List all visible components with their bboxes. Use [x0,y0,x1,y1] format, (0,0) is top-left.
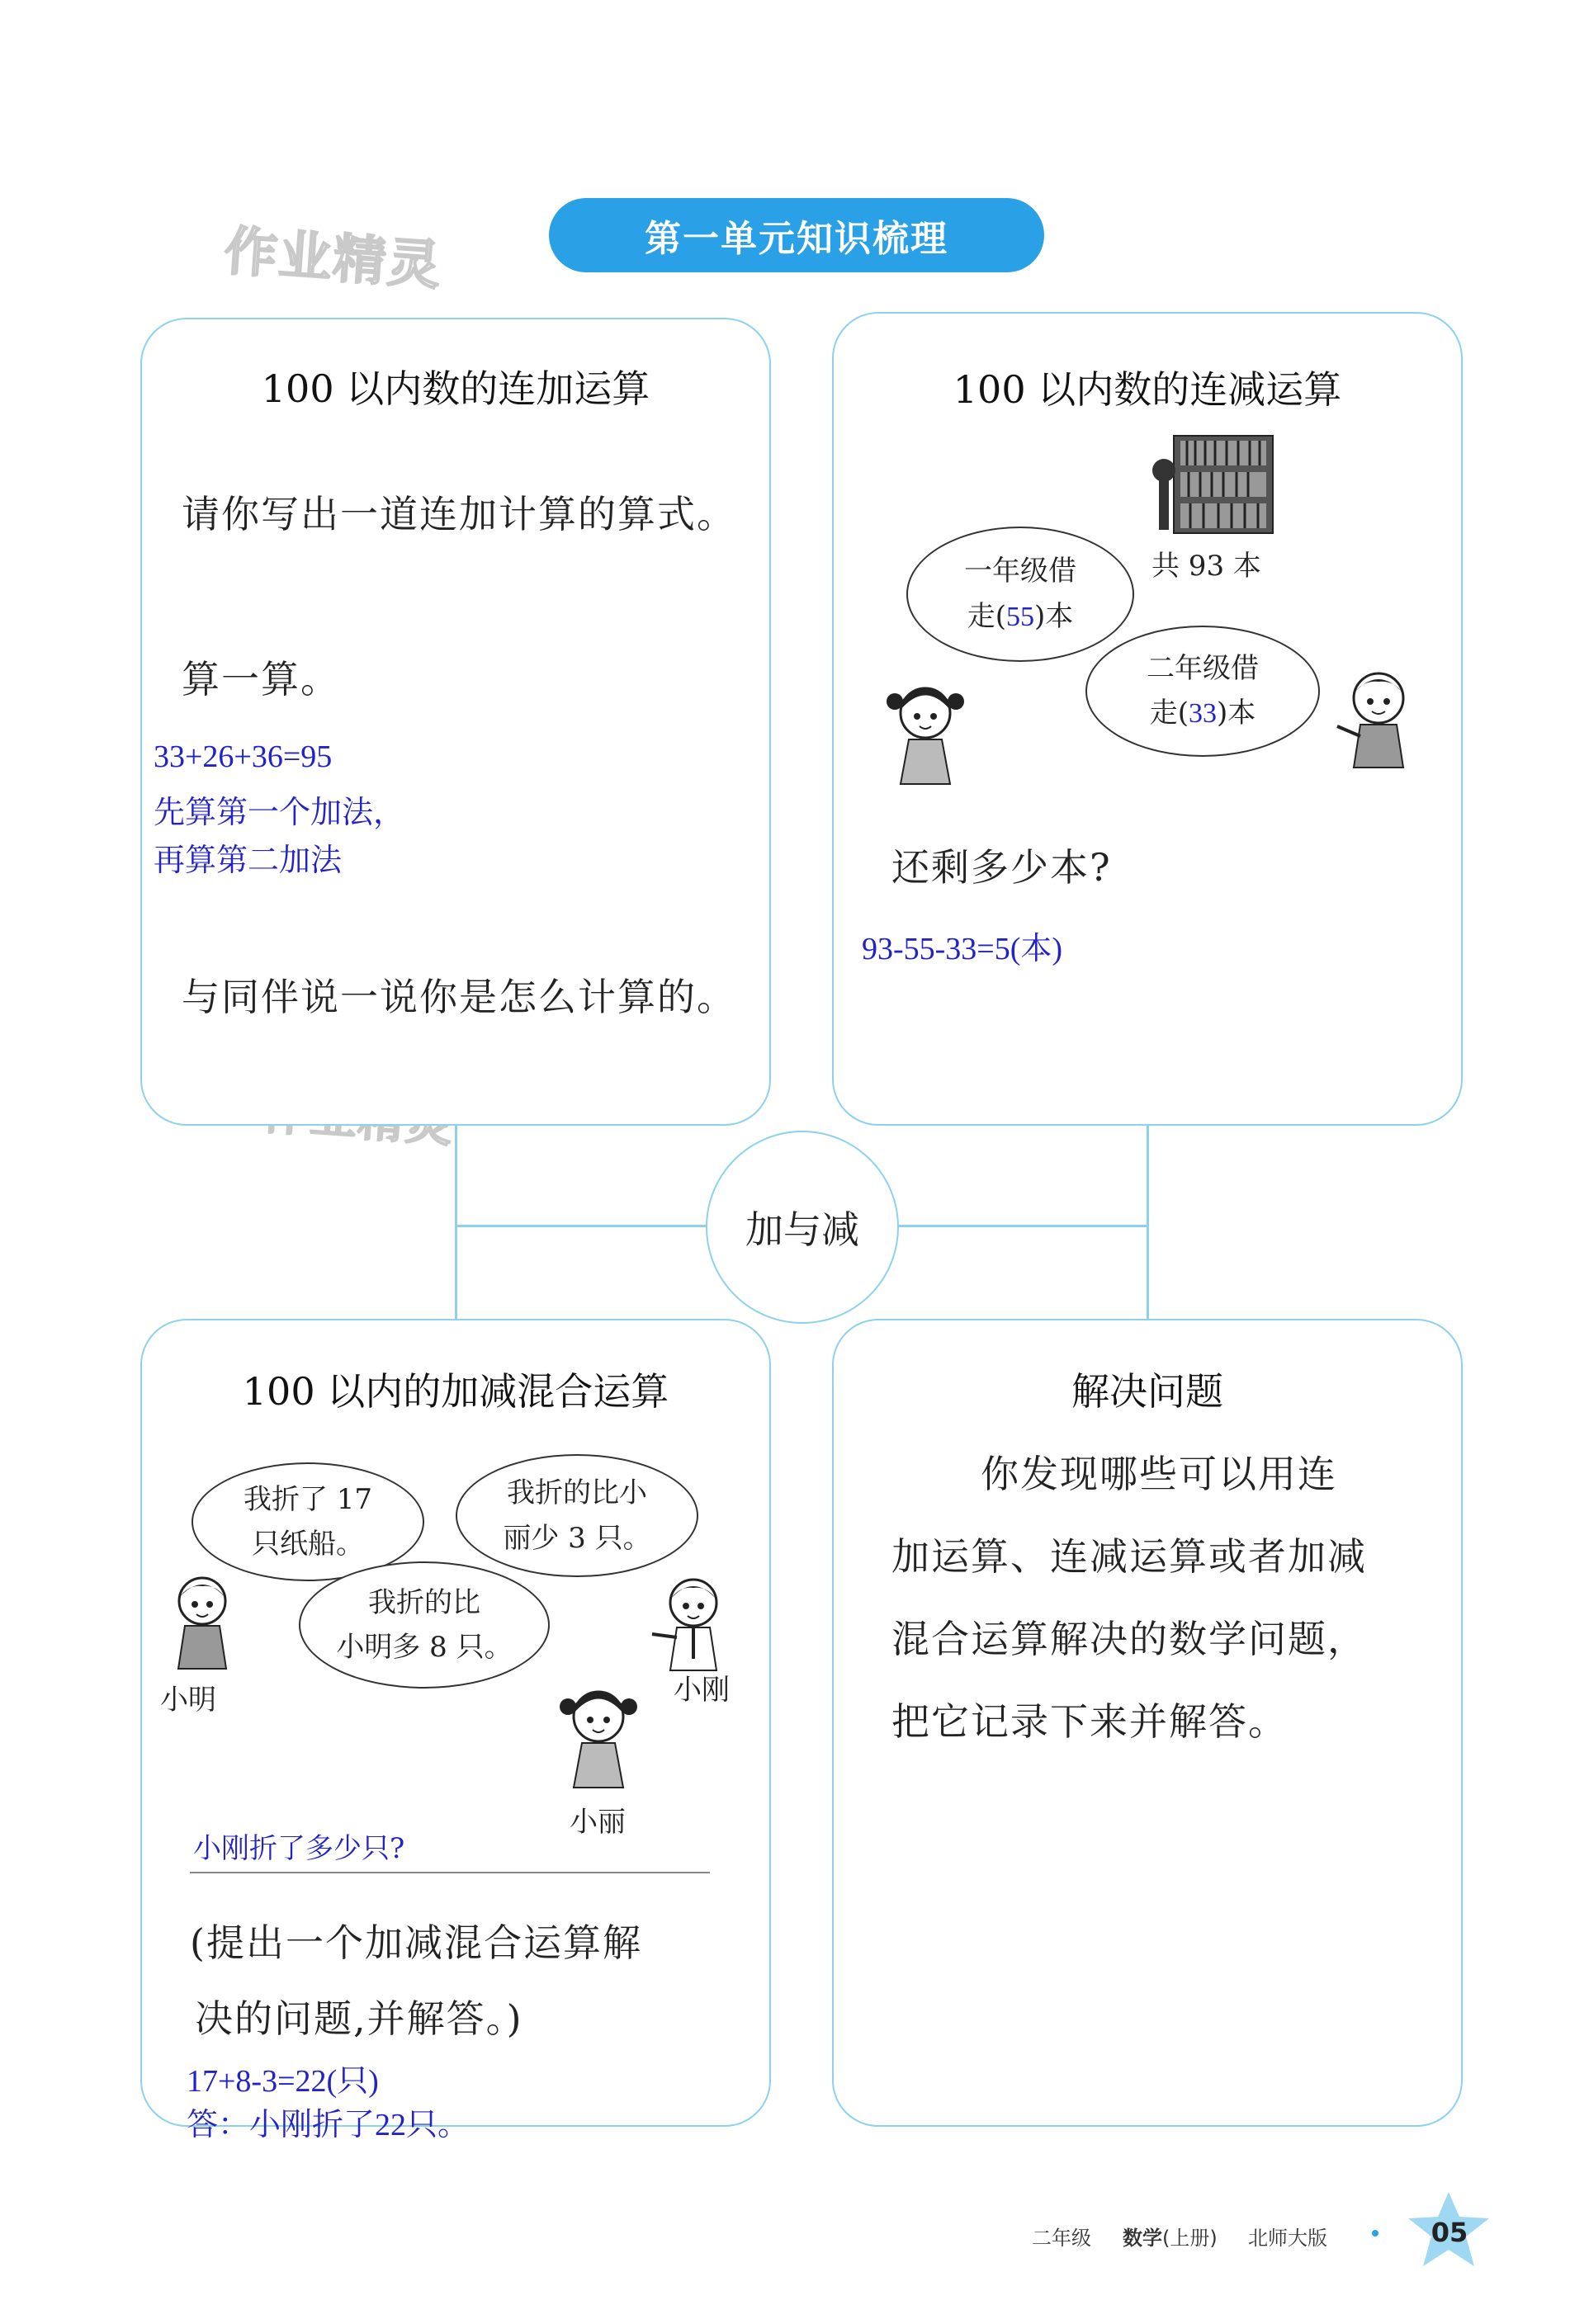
card-problem-solving [832,1319,1463,2127]
footer-dot [1372,2230,1378,2237]
calc-label: 算一算。 [182,657,340,701]
prompt-text: 请你写出一道连加计算的算式。 [182,492,736,536]
bookshelf-illustration [1141,429,1277,536]
xiaogang-illustration [644,1568,735,1675]
bubble-line: 我折的比小 [507,1476,647,1510]
hub-label: 加与减 [745,1207,859,1252]
speech-bubble-xiaogang [456,1454,698,1577]
xiaoming-illustration [157,1566,248,1674]
card-title: 解决问题 [1071,1369,1223,1414]
discuss-text: 与同伴说一说你是怎么计算的。 [182,975,736,1019]
name-xiaogang: 小刚 [674,1674,730,1707]
body-line: 把它记录下来并解答。 [891,1699,1288,1744]
bubble-line: 我折了 17 [243,1482,373,1516]
xiaoli-illustration [553,1680,644,1796]
hub-circle [706,1131,899,1324]
bubble-line: 我折的比 [368,1585,480,1619]
card-title: 100 以内数的连减运算 [953,367,1342,412]
body-line: 加运算、连减运算或者加减 [891,1534,1367,1579]
card-mixed-operations [140,1319,771,2142]
answer-statement: 答：小刚折了22只。 [187,2108,470,2142]
prompt-line: (提出一个加减混合运算解 [190,1920,642,1965]
girl-illustration [880,677,971,792]
bubble-line: 小明多 8 只。 [336,1631,513,1664]
bubble-line: 丽少 3 只。 [503,1521,651,1555]
card-continuous-subtraction [832,312,1463,1126]
unit-title: 第一单元知识梳理 [549,198,1044,272]
answer-line: 33+26+36=95 [154,739,333,774]
body-line: 你发现哪些可以用连 [981,1452,1337,1496]
shelf-label: 共 93 本 [1151,550,1261,583]
bubble-line: 走(55)本 [967,599,1074,633]
answer-underline [190,1872,710,1873]
page-number: 05 [1430,2217,1468,2248]
footer-subject: 数学(上册) [1123,2227,1218,2250]
card-title: 100 以内数的连加运算 [261,366,650,411]
student-question: 小刚折了多少只? [193,1832,405,1865]
answer-line: 先算第一个加法， [154,796,405,830]
bubble-line: 走(33)本 [1149,697,1256,730]
speech-bubble-xiaoli [299,1561,550,1689]
name-xiaoli: 小丽 [570,1806,626,1839]
boy-illustration [1329,660,1428,776]
answer-text: 93-55-33=5(本) [862,932,1063,966]
question-text: 还剩多少本? [891,845,1112,890]
bubble-line: 只纸船。 [252,1528,364,1561]
answer-line: 再算第二加法 [154,843,343,878]
prompt-line: 决的问题,并解答。) [195,1996,523,2041]
footer-grade: 二年级 [1032,2227,1091,2250]
name-xiaoming: 小明 [160,1684,216,1717]
answer-blank: 55 [1006,601,1034,632]
speech-bubble-grade1 [906,527,1134,662]
body-line: 混合运算解决的数学问题， [891,1617,1367,1661]
answer-equation: 17+8-3=22(只) [187,2064,379,2099]
answer-blank: 33 [1189,698,1217,729]
footer-edition: 北师大版 [1248,2227,1327,2250]
bubble-line: 一年级借 [964,555,1076,588]
speech-bubble-grade2 [1085,626,1320,757]
card-title: 100 以内的加减混合运算 [242,1369,669,1414]
watermark: 作业精灵 [222,220,444,298]
card-continuous-addition [140,318,771,1126]
bubble-line: 二年级借 [1147,651,1259,685]
